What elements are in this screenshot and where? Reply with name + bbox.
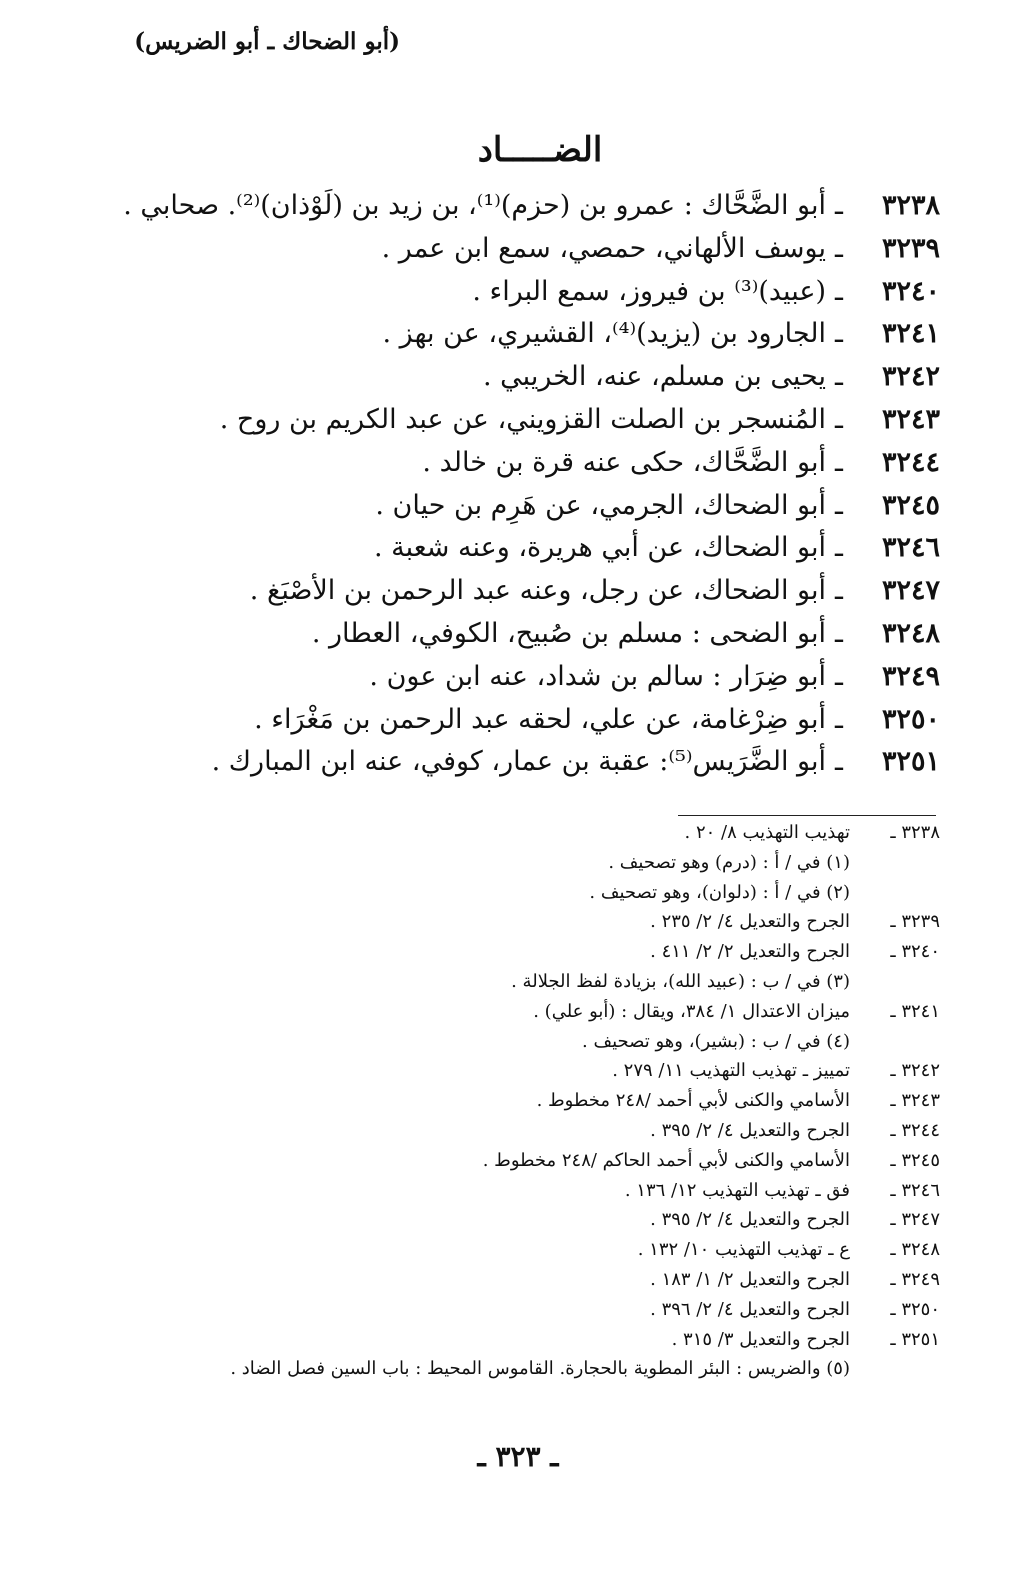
entry-dash: ـ	[835, 532, 843, 564]
footnote	[140, 852, 940, 882]
entry	[90, 575, 940, 618]
entry-text: أبو الضحاك، عن أبي هريرة، وعنه شعبة .	[373, 532, 826, 564]
footnote-text: ميزان الاعتدال ١/ ٣٨٤، ويقال : (أبو علي) .	[533, 1000, 850, 1022]
entry-text: أبو ضِرْغامة، عن علي، لحقه عبد الرحمن بن مَغْرَاء .	[254, 703, 826, 735]
entry-number: ٣٢٤١	[881, 318, 940, 350]
entry-number: ٣٢٤٥	[881, 489, 940, 521]
footnote-ref: ٣٢٤٣ ـ	[890, 1090, 940, 1112]
entry-number: ٣٢٣٩	[881, 232, 940, 264]
footnote	[140, 1329, 940, 1359]
footnote	[140, 911, 940, 941]
entry-dash: ـ	[835, 318, 843, 350]
entry-text: أبو الضَّرَيس⁽⁵⁾: عقبة بن عمار، كوفي، عنه ابن المبارك .	[211, 746, 826, 778]
footnote-text: ع ـ تهذيب التهذيب ١٠/ ١٣٢ .	[637, 1239, 850, 1261]
entry-dash: ـ	[835, 190, 843, 221]
entries-list	[90, 190, 940, 789]
footnote-text: (٤) في / ب : (بشير)، وهو تصحيف .	[582, 1030, 850, 1052]
footnote	[140, 1358, 940, 1388]
entry	[90, 490, 940, 533]
footnote	[140, 1150, 940, 1180]
footnote-ref: ٣٢٤٤ ـ	[890, 1119, 940, 1141]
footnote-ref: ٣٢٤٠ ـ	[890, 941, 940, 963]
footnote	[140, 1239, 940, 1269]
footnotes-list	[140, 822, 940, 1388]
entry-text: (عبيد)⁽³⁾ بن فيروز، سمع البراء .	[472, 275, 826, 307]
footnote-text: الجرح والتعديل ٤/ ٢/ ٣٩٥ .	[650, 1209, 850, 1231]
entry-text: أبو الضحاك، الجرمي، عن هَرِم بن حيان .	[375, 489, 826, 521]
footnote-text: الجرح والتعديل ٤/ ٢/ ٣٩٦ .	[650, 1298, 850, 1320]
entry-text: المُنسجر بن الصلت القزويني، عن عبد الكريم بن روح .	[219, 403, 826, 435]
footnote-ref: ٣٢٤٨ ـ	[890, 1239, 940, 1261]
entry	[90, 404, 940, 447]
running-head: (أبو الضحاك ـ أبو الضريس)	[134, 28, 400, 55]
entry	[90, 190, 940, 233]
entry-dash: ـ	[835, 575, 843, 607]
entry	[90, 318, 940, 361]
entry-text: أبو ضِرَار : سالم بن شداد، عنه ابن عون .	[369, 660, 826, 692]
entry	[90, 361, 940, 404]
entry	[90, 661, 940, 704]
entry-number: ٣٢٤٦	[881, 532, 940, 564]
entry-dash: ـ	[835, 660, 843, 692]
entry	[90, 233, 940, 276]
footnote	[140, 1299, 940, 1329]
footnote-text: فق ـ تهذيب التهذيب ١٢/ ١٣٦ .	[624, 1179, 850, 1201]
footnote	[140, 1060, 940, 1090]
footnote-text: تهذيب التهذيب ٨/ ٢٠ .	[684, 822, 850, 843]
footnote-separator	[678, 815, 936, 816]
entry-dash: ـ	[835, 617, 843, 649]
footnote	[140, 1090, 940, 1120]
entry-text: يحيى بن مسلم، عنه، الخريبي .	[483, 361, 826, 393]
entry-number: ٣٢٤٣	[881, 403, 940, 435]
entry-text: أبو الضَّحَّاك، حكى عنه قرة بن خالد .	[422, 446, 826, 478]
footnote	[140, 941, 940, 971]
entry	[90, 276, 940, 319]
footnote	[140, 1001, 940, 1031]
entry-number: ٣٢٤٨	[881, 617, 940, 649]
footnote-ref: ٣٢٤٧ ـ	[890, 1209, 940, 1231]
footnote	[140, 1120, 940, 1150]
footnote-ref: ٣٢٤٥ ـ	[890, 1149, 940, 1171]
section-title: الضـــــاد	[477, 130, 603, 170]
footnote	[140, 882, 940, 912]
entry-dash: ـ	[835, 703, 843, 735]
footnote	[140, 1269, 940, 1299]
entry-dash: ـ	[835, 275, 843, 307]
footnote-text: الجرح والتعديل ٣/ ٣١٥ .	[671, 1328, 850, 1350]
entry	[90, 704, 940, 747]
entry-number: ٣٢٤٩	[881, 660, 940, 692]
entry-number: ٣٢٣٨	[881, 190, 940, 221]
footnote-text: (٥) والضريس : البئر المطوية بالحجارة. القاموس المحيط : باب السين فصل الضاد .	[230, 1358, 850, 1380]
entry-number: ٣٢٥٠	[881, 703, 940, 735]
entry-number: ٣٢٤٧	[881, 575, 940, 607]
entry-dash: ـ	[835, 446, 843, 478]
footnote-text: تمييز ـ تهذيب التهذيب ١١/ ٢٧٩ .	[612, 1060, 850, 1082]
entry-text: الجارود بن (يزيد)⁽⁴⁾، القشيري، عن بهز .	[382, 318, 826, 350]
entry-text: أبو الضحاك، عن رجل، وعنه عبد الرحمن بن الأصْبَغ .	[249, 575, 826, 607]
footnote-text: الجرح والتعديل ٤/ ٢/ ٢٣٥ .	[650, 911, 850, 933]
footnote-ref: ٣٢٤٦ ـ	[890, 1179, 940, 1201]
footnote	[140, 1031, 940, 1061]
footnote	[140, 1209, 940, 1239]
entry	[90, 618, 940, 661]
footnote-text: الأسامي والكنى لأبي أحمد الحاكم /٢٤٨ مخطوط .	[482, 1149, 850, 1171]
footnote-text: (٢) في / أ : (دلوان)، وهو تصحيف .	[589, 881, 850, 903]
footnote-ref: ٣٢٥١ ـ	[890, 1328, 940, 1350]
entry-dash: ـ	[835, 489, 843, 521]
footnote-text: الأسامي والكنى لأبي أحمد /٢٤٨ مخطوط .	[536, 1090, 850, 1112]
footnote	[140, 822, 940, 852]
entry-number: ٣٢٤٠	[881, 275, 940, 307]
entry	[90, 746, 940, 789]
entry-dash: ـ	[835, 403, 843, 435]
entry-text: أبو الضَّحَّاك : عمرو بن (حزم)⁽¹⁾، بن زيد بن (لَوْذان)⁽²⁾. صحابي .	[123, 190, 826, 221]
entry-text: يوسف الألهاني، حمصي، سمع ابن عمر .	[381, 232, 826, 264]
entry-dash: ـ	[835, 232, 843, 264]
footnote-text: الجرح والتعديل ٢/ ١/ ١٨٣ .	[650, 1268, 850, 1290]
footnote-ref: ٣٢٤٢ ـ	[890, 1060, 940, 1082]
footnote-text: (١) في / أ : (درم) وهو تصحيف .	[608, 851, 850, 873]
entry-number: ٣٢٥١	[881, 746, 940, 778]
footnote-ref: ٣٢٣٨ ـ	[890, 822, 940, 843]
entry-dash: ـ	[835, 361, 843, 393]
entry-number: ٣٢٤٤	[881, 446, 940, 478]
footnote-ref: ٣٢٥٠ ـ	[890, 1298, 940, 1320]
entry	[90, 447, 940, 490]
footnote-text: الجرح والتعديل ٢/ ٢/ ٤١١ .	[650, 941, 850, 963]
entry-text: أبو الضحى : مسلم بن صُبيح، الكوفي، العطار .	[311, 617, 826, 649]
footnote	[140, 971, 940, 1001]
entry-dash: ـ	[835, 746, 843, 778]
entry	[90, 532, 940, 575]
page-number: ـ ٣٢٣ ـ	[477, 1440, 559, 1473]
footnote-ref: ٣٢٣٩ ـ	[890, 911, 940, 933]
footnote-ref: ٣٢٤١ ـ	[890, 1000, 940, 1022]
entry-number: ٣٢٤٢	[881, 361, 940, 393]
footnote-ref: ٣٢٤٩ ـ	[890, 1268, 940, 1290]
footnote-text: (٣) في / ب : (عبيد الله)، بزيادة لفظ الجلالة .	[511, 970, 850, 992]
footnote	[140, 1180, 940, 1210]
footnote-text: الجرح والتعديل ٤/ ٢/ ٣٩٥ .	[650, 1119, 850, 1141]
